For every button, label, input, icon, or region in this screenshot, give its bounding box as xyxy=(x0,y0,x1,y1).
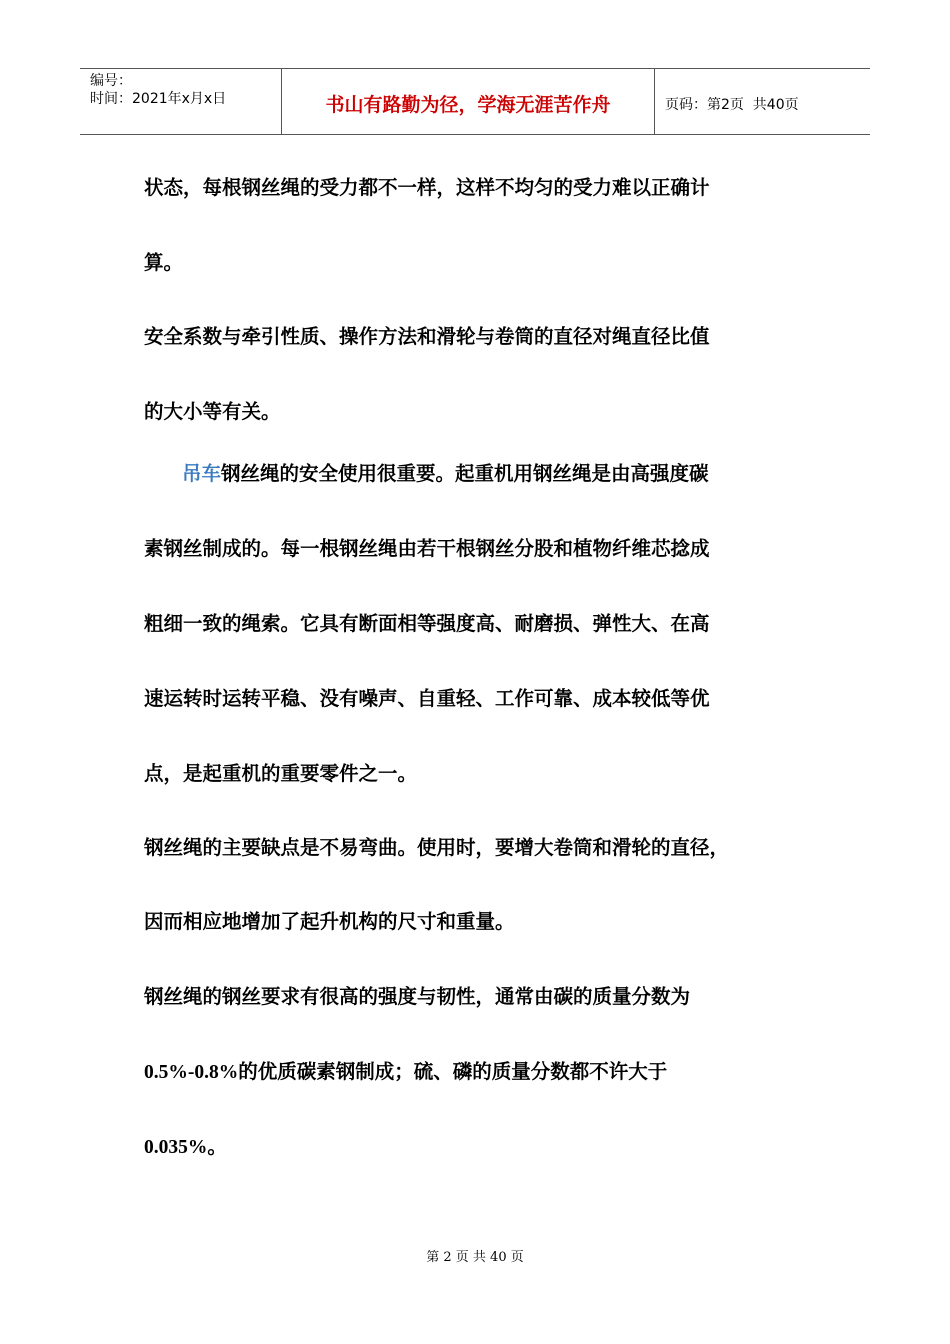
page-header xyxy=(80,68,870,135)
body-line: 钢丝绳的主要缺点是不易弯曲。使用时，要增大卷筒和滑轮的直径， xyxy=(144,836,730,859)
sulfur-limit: 0.035% xyxy=(144,1137,208,1158)
body-line: 素钢丝制成的。每一根钢丝绳由若干根钢丝分股和植物纤维芯捻成 xyxy=(144,537,710,560)
body-line: 钢丝绳的钢丝要求有很高的强度与韧性，通常由碳的质量分数为 xyxy=(144,985,691,1008)
body-line: 速运转时运转平稳、没有噪声、自重轻、工作可靠、成本较低等优 xyxy=(144,687,710,710)
header-motto: 书山有路勤为径，学海无涯苦作舟 xyxy=(282,69,655,134)
page-info-text: 页码：第2页 共40页 xyxy=(665,96,799,113)
header-meta xyxy=(80,69,282,134)
body-line xyxy=(144,1056,667,1084)
body-line: 的大小等有关。 xyxy=(144,400,281,423)
body-line xyxy=(144,1131,227,1159)
body-line-text: 钢丝绳的安全使用很重要。起重机用钢丝绳是由高强度碳 xyxy=(221,462,709,485)
body-line-text: 的优质碳素钢制成；硫、磷的质量分数都不许大于 xyxy=(238,1060,668,1083)
body-line: 状态，每根钢丝绳的受力都不一样，这样不均匀的受力难以正确计 xyxy=(144,176,710,199)
carbon-range: 0.5%-0.8% xyxy=(144,1062,239,1083)
body-line-text: 。 xyxy=(207,1135,227,1158)
body-line: 粗细一致的绳索。它具有断面相等强度高、耐磨损、弹性大、在高 xyxy=(144,612,710,635)
header-page-info xyxy=(655,69,870,134)
date-label: 时间：2021年x月x日 xyxy=(90,91,227,107)
serial-label: 编号： xyxy=(90,73,132,89)
body-line: 点，是起重机的重要零件之一。 xyxy=(144,762,418,785)
body-line: 因而相应地增加了起升机构的尺寸和重量。 xyxy=(144,910,515,933)
body-line: 算。 xyxy=(144,251,184,274)
link-crane[interactable]: 吊车 xyxy=(182,462,222,485)
body-line xyxy=(182,458,709,486)
body-line: 安全系数与牵引性质、操作方法和滑轮与卷筒的直径对绳直径比值 xyxy=(144,325,710,348)
page-footer: 第 2 页 共 40 页 xyxy=(426,1250,524,1265)
